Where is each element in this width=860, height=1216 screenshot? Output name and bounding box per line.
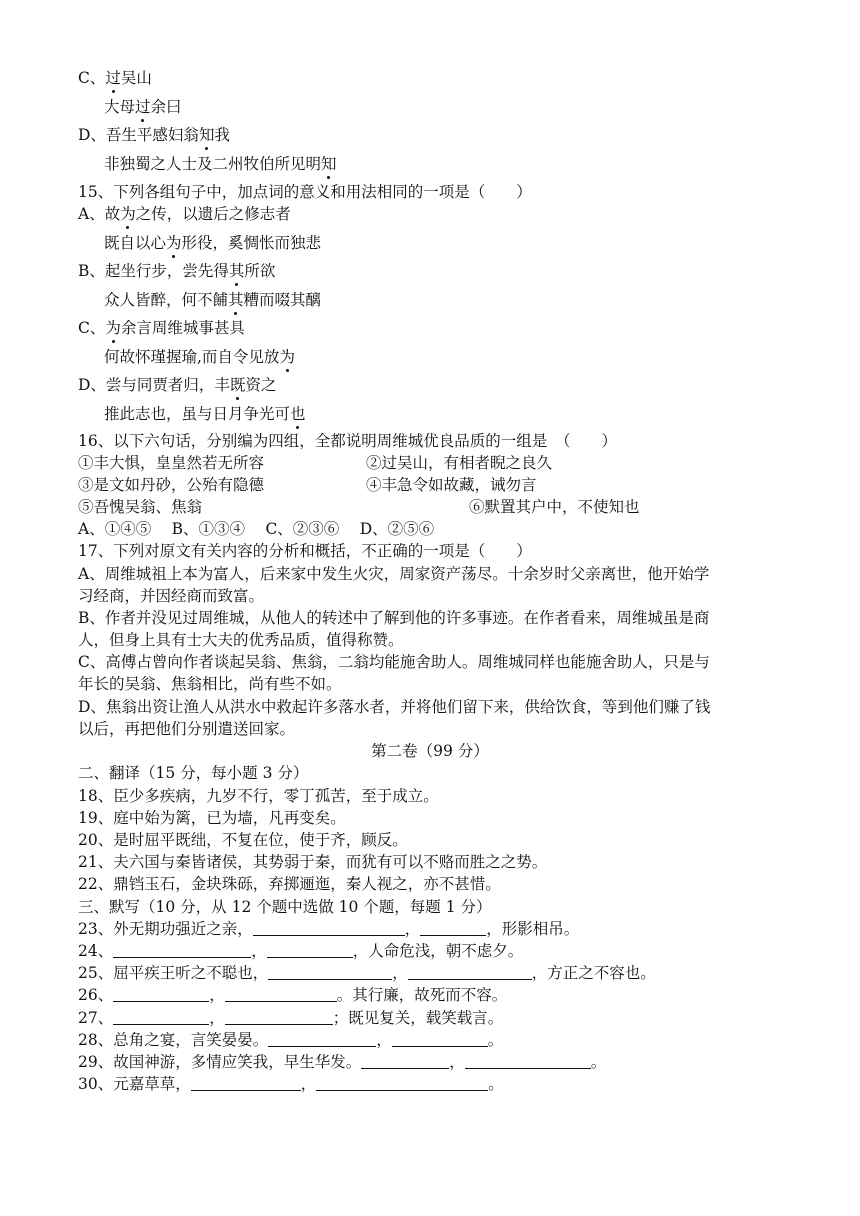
q16-item-6: ⑥默置其户中，不使知也 <box>469 498 640 516</box>
q16-item-5: ⑤吾愧吴翁、焦翁 <box>78 498 203 516</box>
question-21: 21、夫六国与秦皆诸侯，其势弱于秦，而犹有可以不赂而胜之之势。 <box>78 853 548 871</box>
answer-blank[interactable] <box>316 1075 488 1091</box>
emphasis-dot-word: 过 <box>105 69 121 87</box>
q15-option-b-line2: 众人皆醉，何不餔其糟而啜其醨 <box>104 291 322 309</box>
q16-choices: A、①④⑤ B、①③④ C、②③⑥ D、②⑤⑥ <box>78 520 435 538</box>
emphasis-dot-word: 其 <box>228 291 244 309</box>
q17-option-b-line2: 人，但身上具有士大夫的优秀品质，值得称赞。 <box>78 631 404 649</box>
q15-option-d-line1: D、尝与同贾者归，丰既资之 <box>78 376 277 394</box>
answer-blank[interactable] <box>191 1075 301 1091</box>
answer-blank[interactable] <box>268 1031 376 1047</box>
q15-option-a-line1: A、故为之传，以遗后之修志者 <box>78 205 291 223</box>
answer-blank[interactable] <box>268 964 392 980</box>
emphasis-dot-word: 其 <box>228 262 245 280</box>
emphasis-dot-word: 知 <box>321 155 337 173</box>
q16-stem: 16、以下六句话，分别编为四组，全都说明周维城优良品质的一组是 （ ） <box>78 432 617 450</box>
question-22: 22、鼎铛玉石，金块珠砾，弃掷逦迤，秦人视之，亦不甚惜。 <box>78 875 501 893</box>
q17-option-a-line2: 习经商，并因经商而致富。 <box>78 587 265 605</box>
q14-option-c-line1: C、过吴山 <box>78 69 152 87</box>
q17-option-c-line1: C、高傅占曾向作者谈起吴翁、焦翁，二翁均能施舍助人。周维城同样也能施舍助人，只是与 <box>78 653 710 671</box>
emphasis-dot-word: 为 <box>166 234 182 252</box>
emphasis-dot-word: 为 <box>105 319 121 337</box>
question-20: 20、是时屈平既绌，不复在位，使于齐，顾反。 <box>78 831 408 849</box>
question-19: 19、庭中始为篱，已为墙，凡再变矣。 <box>78 809 346 827</box>
dictation-section-heading: 三、默写（10 分，从 12 个题中选做 10 个题，每题 1 分） <box>78 898 492 916</box>
emphasis-dot-word: 为 <box>279 348 295 366</box>
q15-option-b-line1: B、起坐行步，尝先得其所欲 <box>78 262 276 280</box>
translation-section-heading: 二、翻译（15 分，每小题 3 分） <box>78 764 309 782</box>
emphasis-dot-word: 过 <box>135 98 151 116</box>
q15-option-c-line2: 何故怀瑾握瑜,而自令见放为 <box>104 348 295 366</box>
answer-blank[interactable] <box>253 920 405 936</box>
q14-option-c-line2: 大母过余曰 <box>104 98 182 116</box>
q15-option-d-line2: 推此志也，虽与日月争光可也 <box>104 405 306 423</box>
answer-blank[interactable] <box>113 1009 209 1025</box>
answer-blank[interactable] <box>408 964 532 980</box>
question-30: 30、元嘉草草， ， 。 <box>78 1075 504 1093</box>
answer-blank[interactable] <box>113 942 251 958</box>
q16-item-3: ③是文如丹砂，公殆有隐德 <box>78 476 265 494</box>
q17-option-d-line2: 以后，再把他们分别遣送回家。 <box>78 720 296 738</box>
q17-option-c-line2: 年长的吴翁、焦翁相比，尚有些不如。 <box>78 675 342 693</box>
question-25: 25、屈平疾王听之不聪也， ， ，方正之不容也。 <box>78 964 656 982</box>
emphasis-dot-word: 知 <box>198 126 215 144</box>
answer-blank[interactable] <box>267 942 353 958</box>
emphasis-dot-word: 既 <box>229 376 246 394</box>
q15-stem: 15、下列各组句子中，加点词的意义和用法相同的一项是（ ） <box>78 183 532 201</box>
answer-blank[interactable] <box>420 920 486 936</box>
emphasis-dot-word: 为 <box>120 205 136 223</box>
q14-option-d-line2: 非独蜀之人士及二州牧伯所见明知 <box>104 155 337 173</box>
q16-item-1: ①丰大惧，皇皇然若无所容 <box>78 454 265 472</box>
question-26: 26、 ， 。其行廉，故死而不容。 <box>78 986 508 1004</box>
answer-blank[interactable] <box>392 1031 488 1047</box>
question-23: 23、外无期功强近之亲， ， ，形影相吊。 <box>78 920 580 938</box>
question-28: 28、总角之宴，言笑晏晏。 ， 。 <box>78 1031 504 1049</box>
q14-option-d-line1: D、吾生平感妇翁知我 <box>78 126 230 144</box>
answer-blank[interactable] <box>361 1053 449 1069</box>
emphasis-dot-word: 也 <box>290 405 306 423</box>
question-29: 29、故国神游，多情应笑我，早生华发。 ， 。 <box>78 1053 607 1071</box>
q15-option-c-line1: C、为余言周维城事甚具 <box>78 319 245 337</box>
q15-option-a-line2: 既自以心为形役，奚惆怅而独悲 <box>104 234 322 252</box>
q17-option-d-line1: D、焦翁出资让渔人从洪水中救起许多落水者，并将他们留下来，供给饮食，等到他们赚了钱 <box>78 698 711 716</box>
answer-blank[interactable] <box>113 986 209 1002</box>
answer-blank[interactable] <box>225 986 337 1002</box>
question-24: 24、 ， ，人命危浅，朝不虑夕。 <box>78 942 524 960</box>
q17-stem: 17、下列对原文有关内容的分析和概括，不正确的一项是（ ） <box>78 542 532 560</box>
q16-item-4: ④丰急令如故藏，诫勿言 <box>366 476 537 494</box>
answer-blank[interactable] <box>465 1053 591 1069</box>
q16-item-2: ②过吴山，有相者睨之良久 <box>366 454 553 472</box>
q17-option-b-line1: B、作者并没见过周维城，从他人的转述中了解到他的许多事迹。在作者看来，周维城虽是商 <box>78 609 710 627</box>
question-27: 27、 ， ；既见复关，载笑载言。 <box>78 1009 504 1027</box>
part-two-title: 第二卷（99 分） <box>371 742 489 760</box>
q17-option-a-line1: A、周维城祖上本为富人，后来家中发生火灾，周家资产荡尽。十余岁时父亲离世，他开始学 <box>78 565 710 583</box>
answer-blank[interactable] <box>225 1009 333 1025</box>
question-18: 18、臣少多疾病，九岁不行，零丁孤苦，至于成立。 <box>78 787 439 805</box>
